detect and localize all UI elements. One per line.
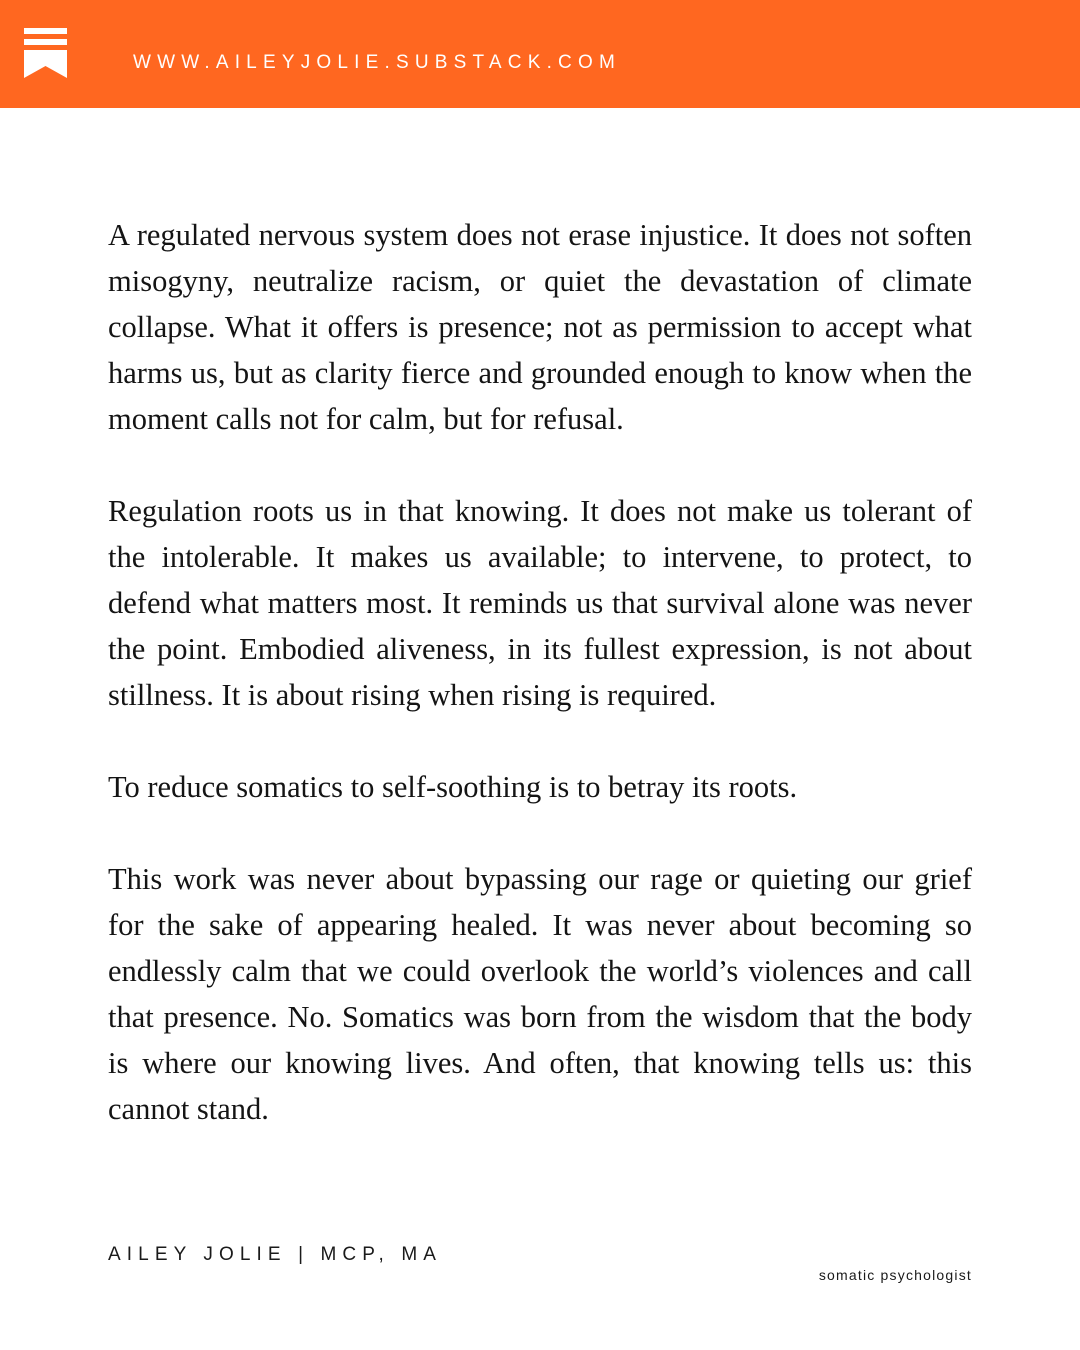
paragraph-1: A regulated nervous system does not erase injustice. It does not soften misogyny, neutralize racism, or quiet the devastation of climate collapse. What it offers is presence; not as permission to accept what harms us, but as clarity fierce and grounded enough to know when the moment calls not for calm, but for refusal.: [108, 218, 972, 436]
paragraph-2: Regulation roots us in that knowing. It does not make us tolerant of the intolerable. It makes us available; to intervene, to protect, to defend what matters most. It reminds us that survival alone was never the point. Embodied aliveness, in its fullest expression, is not about stillness. It is about rising when rising is required.: [108, 494, 972, 712]
author-role: somatic psychologist: [818, 1267, 972, 1283]
site-url[interactable]: WWW.AILEYJOLIE.SUBSTACK.COM: [133, 52, 621, 73]
author-credit: AILEY JOLIE | MCP, MA: [108, 1244, 443, 1265]
paragraph-4: This work was never about bypassing our rage or quieting our grief for the sake of appearing healed. It was never about becoming so endlessly calm that we could overlook the world’s violences and call that presence. No. Somatics was born from the wisdom that the body is where our knowing lives. And often, that knowing tells us: this cannot stand.: [108, 862, 972, 1126]
top-banner: [0, 0, 1080, 108]
paragraph-3: To reduce somatics to self-soothing is to betray its roots.: [108, 770, 798, 804]
article-body: [108, 212, 972, 1132]
substack-bookmark-icon[interactable]: [24, 28, 67, 78]
